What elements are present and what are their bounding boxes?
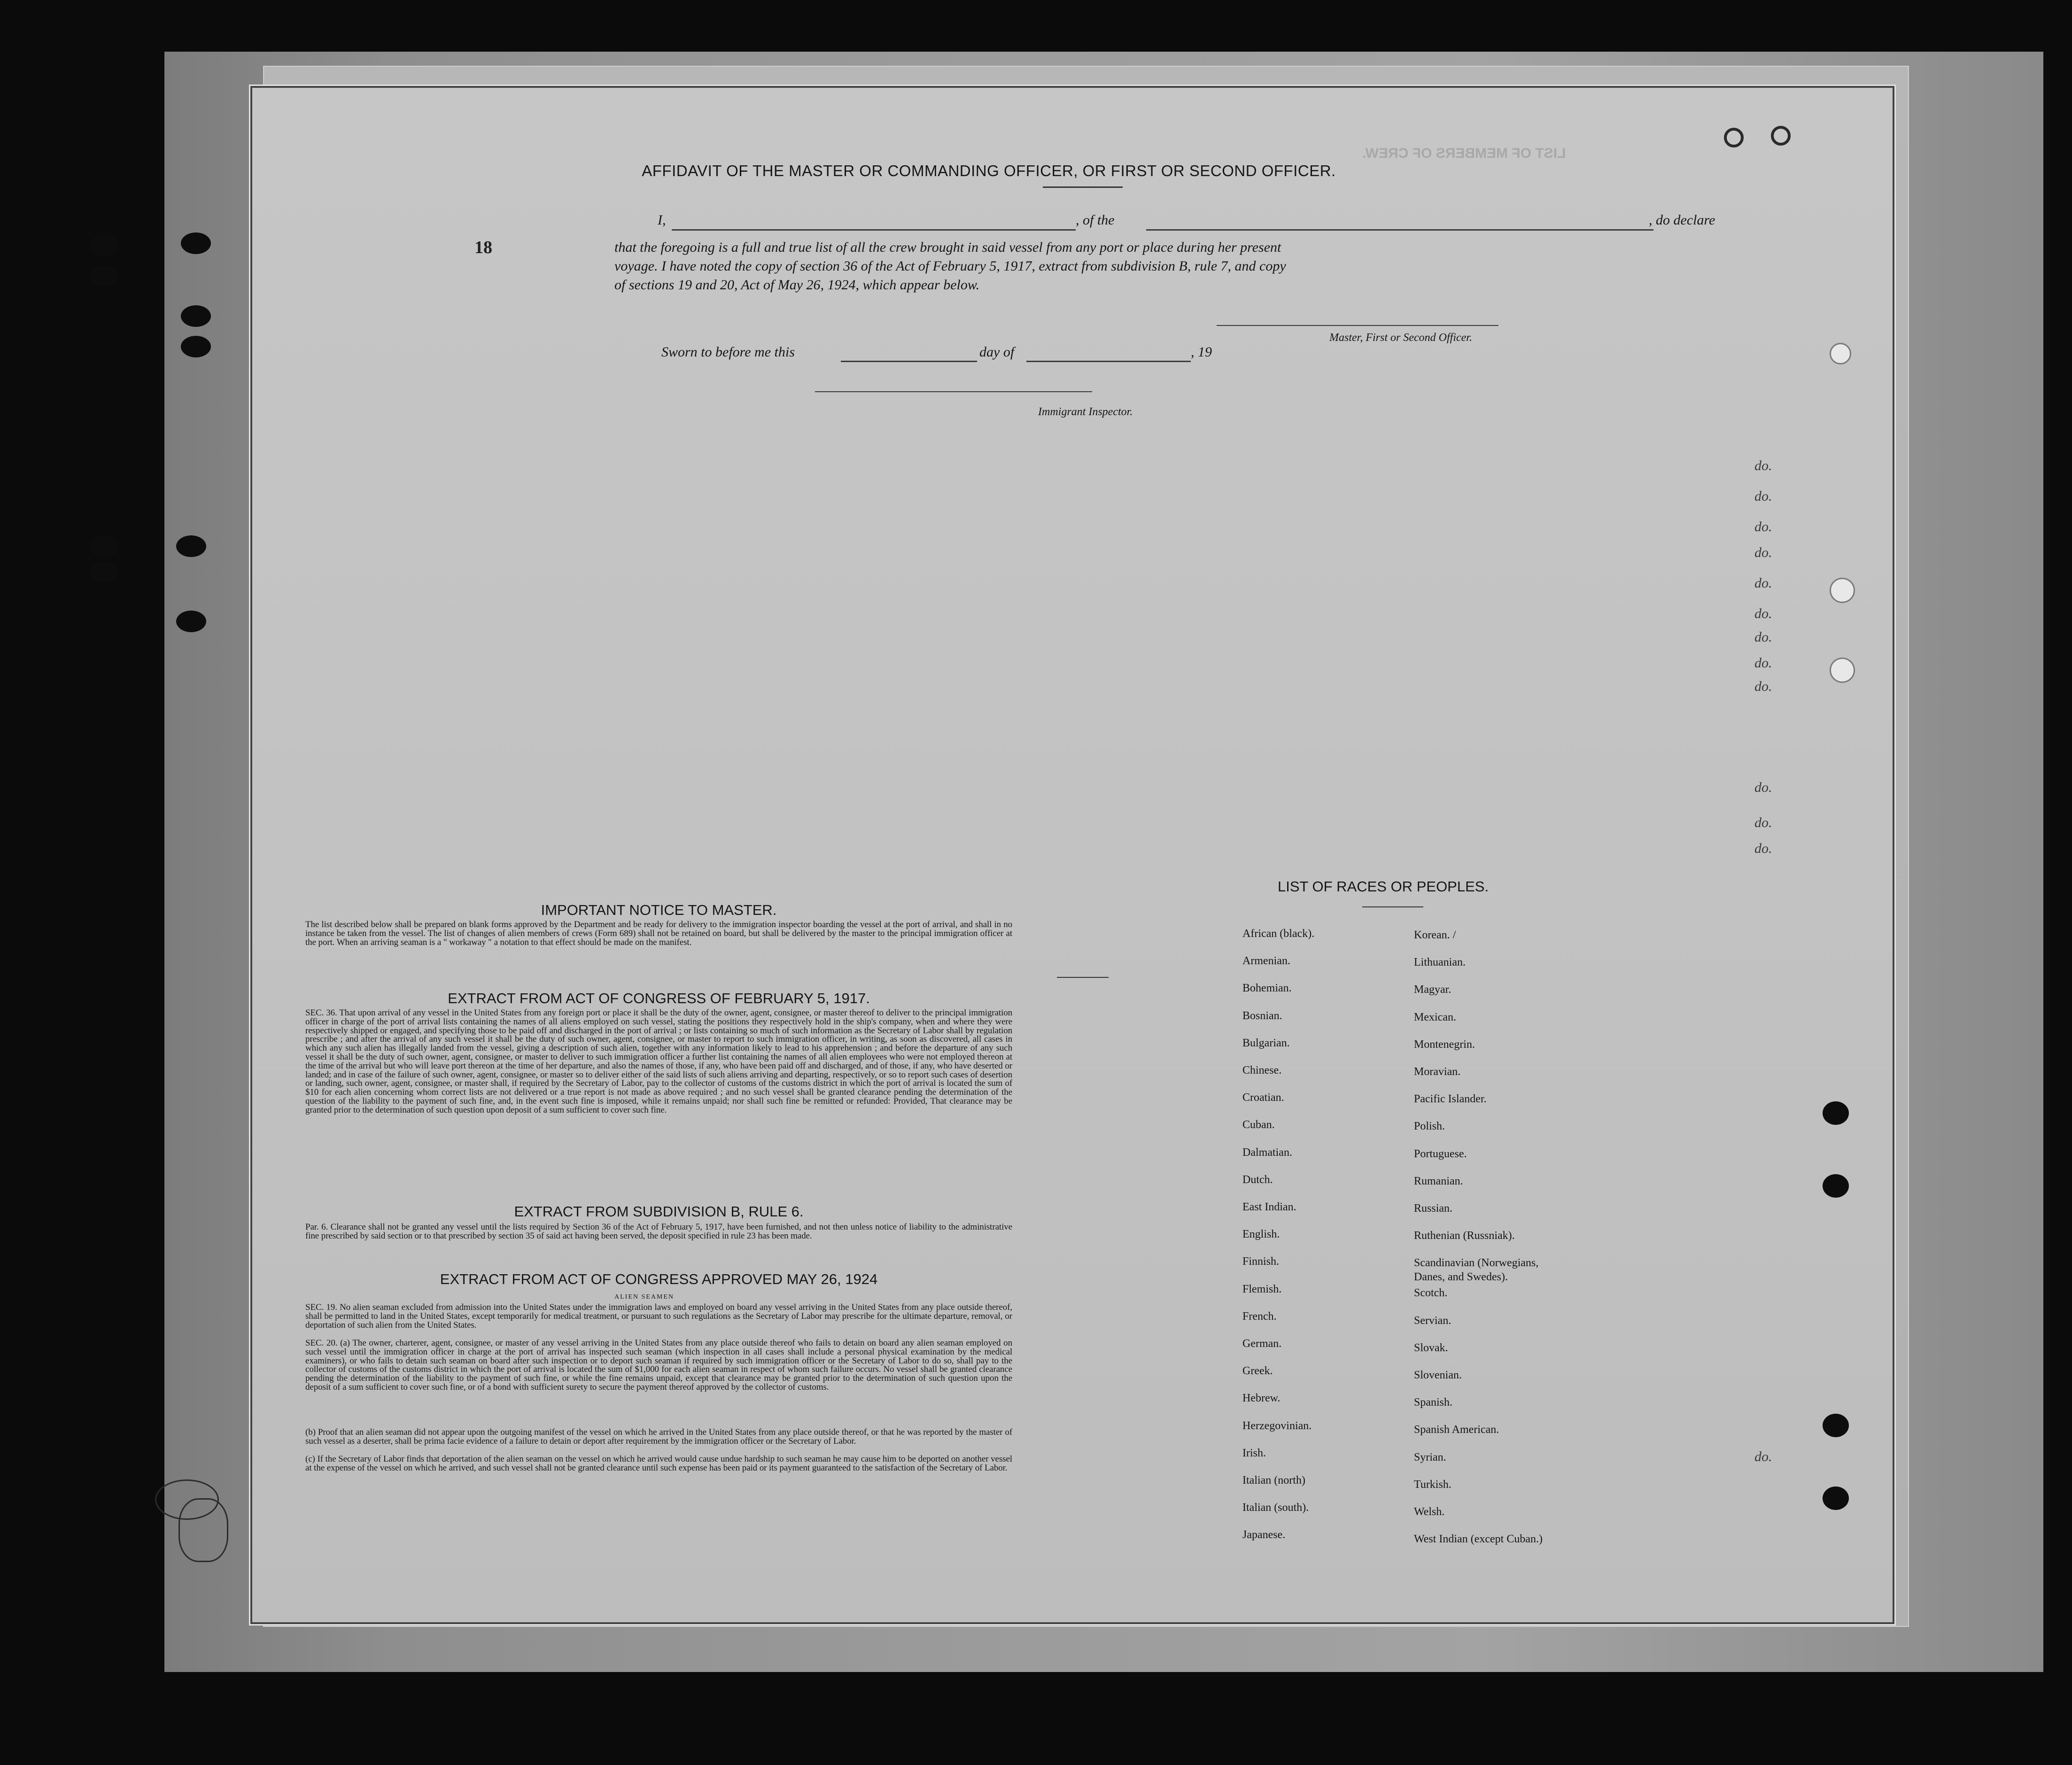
race-entry: Spanish American. [1414,1424,1499,1436]
margin-stub: do. [1754,780,1772,795]
race-entry: Bohemian. [1242,982,1292,995]
race-entry: Syrian. [1414,1451,1446,1463]
affidavit-body-line: that the foregoing is a full and true list of all the crew brought in said vessel from any port or place during her present [614,240,1281,255]
master-signature-label: Master, First or Second Officer. [1329,332,1472,344]
hole-reinforcement [1830,658,1855,683]
rule-6-body: Par. 6. Clearance shall not be granted any vessel until the lists required by Section 36 of the Act of February 5, 1917, have been furnished, and not then unless notice of liability to the administrative fine prescribed by said section or to that prescribed by section 35 of said act having been served, the deposit specified in rule 23 has been made. [305,1222,1012,1241]
extract-1917-heading: EXTRACT FROM ACT OF CONGRESS OF FEBRUARY 5, 1917. [448,990,870,1006]
extract-1924-heading: EXTRACT FROM ACT OF CONGRESS APPROVED MAY 26, 1924 [440,1271,878,1287]
race-entry: Bulgarian. [1242,1037,1290,1049]
margin-stub: do. [1754,575,1772,591]
race-entry: Servian. [1414,1314,1451,1327]
race-entry: Finnish. [1242,1255,1280,1268]
year-label: , 19 [1191,344,1212,360]
affidavit-do-declare: , do declare [1649,212,1715,228]
margin-stub: do. [1754,841,1772,856]
race-entry: Polish. [1414,1120,1445,1133]
race-entry: Italian (south). [1242,1502,1309,1514]
race-entry: Bosnian. [1242,1009,1282,1022]
race-entry: Herzegovinian. [1242,1419,1312,1432]
sec-20b-body: (b) Proof that an alien seaman did not appear upon the outgoing manifest of the vessel on which he arrived in the United States from any place outside thereof, or that he was reported by the master of such vessel as a deserter, shall be prima facie evidence of a failure to detain or deport after requirement by the immigration officer or the Secretary of Labor. [305,1427,1012,1446]
sworn-month-line [1026,361,1191,362]
race-entry: French. [1242,1310,1277,1323]
binder-hole [89,265,119,287]
binder-hole [89,235,119,256]
race-entry: Welsh. [1414,1506,1445,1518]
race-entry: Russian. [1414,1202,1453,1215]
races-heading: LIST OF RACES OR PEOPLES. [1278,878,1489,895]
name-blank-line [672,229,1076,231]
race-entry: Cuban. [1242,1119,1275,1131]
margin-stub: do. [1754,655,1772,671]
race-entry: Lithuanian. [1414,956,1466,969]
hole-reinforcement [1830,343,1851,364]
race-entry: African (black). [1242,928,1315,940]
binder-hole [1823,1486,1849,1510]
inspector-signature-label: Immigrant Inspector. [1038,406,1133,418]
binder-hole [181,305,211,327]
race-entry: Magyar. [1414,983,1451,996]
binder-hole [89,535,119,557]
affidavit-body-line: voyage. I have noted the copy of section 36 of the Act of February 5, 1917, extract from subdivision B, rule 7, and copy [614,258,1286,274]
day-of-label: day of [979,344,1015,360]
sec-20a-body: SEC. 20. (a) The owner, charterer, agent, consignee, or master of any vessel arriving in the United States from any place outside thereof who fails to detain on board any alien seaman employed on such vessel until the immigration officer in charge at the port of arrival has inspected such seaman (which inspection in all cases shall include a personal physical examination by the medical examiners), or who fails to detain such seaman on board after such inspection or to deport such seaman if required by such immigration officer or the Secretary of Labor to do so, shall pay to the collector of customs of the customs district in which the port of arrival is located the sum of $1,000 for each alien seaman in respect of whom such failure occurs. No vessel shall be granted clearance pending the determination of the liability to the payment of such fine, or while the fine remains unpaid, except that clearance may be granted prior to the determination of such question upon the deposit of a sum sufficient to cover such fine, or of a bond with sufficient surety to secure the payment thereof approved by the collector of customs. [305,1338,1012,1392]
race-entry: Scotch. [1414,1287,1448,1300]
affidavit-i-label: I, [658,212,666,228]
sec-20c-body: (c) If the Secretary of Labor finds that deportation of the alien seaman on the vessel on which he arrived would cause undue hardship to such seaman he may cause him to be deported on another vessel at the expense of the vessel on which he arrived, and such vessel shall not be granted clearance until such expense has been paid or its payment guaranteed to the satisfaction of the Secretary of Labor. [305,1454,1012,1473]
race-entry: Slovenian. [1414,1369,1462,1381]
margin-stub: do. [1754,679,1772,694]
master-signature-line [1217,325,1498,326]
binder-hole [1823,1414,1849,1437]
notice-body: The list described below shall be prepared on blank forms approved by the Department and be ready for delivery to the immigration inspector boarding the vessel at the port of arrival, and shall in no instance be taken from the vessel. The list of changes of alien members of crews (Form 689) shall not be retained on board, but shall be delivered by the master to the principal immigration officer at the port. When an arriving seaman is a " workaway " a notation to that effect should be made on the manifest. [305,920,1012,947]
bleed-through-title: LIST OF MEMBERS OF CREW. [1362,146,1566,161]
race-entry: Japanese. [1242,1529,1286,1541]
binder-hole [89,561,119,583]
race-entry: Scandinavian (Norwegians, [1414,1257,1539,1270]
inspector-signature-line [815,391,1092,392]
margin-stub: do. [1754,606,1772,621]
margin-stub: do. [1754,458,1772,473]
notice-heading: IMPORTANT NOTICE TO MASTER. [541,902,777,918]
binder-hole [181,336,211,357]
margin-stub: do. [1754,629,1772,645]
race-entry: Spanish. [1414,1396,1453,1409]
sworn-day-line [841,361,977,362]
heading-rule [1043,186,1123,188]
alien-seamen-subheading: ALIEN SEAMEN [614,1293,675,1301]
corner-ring [1724,128,1744,147]
affidavit-body-line: of sections 19 and 20, Act of May 26, 1924, which appear below. [614,277,980,293]
race-entry: East Indian. [1242,1201,1296,1213]
vessel-blank-line [1146,229,1653,231]
extract-1917-body: SEC. 36. That upon arrival of any vessel in the United States from any foreign port or place it shall be the duty of the owner, agent, consignee, or master thereof to deliver to the principal immigration officer in charge of the port of arrival lists containing the names of all aliens employed on such vessel, stating the positions they respectively hold in the ship's company, when and where they were respectively shipped or engaged, and specifying those to be paid off and discharged in the port of arrival ; or lists containing so much of such information as the Secretary of Labor shall by regulation prescribe ; and after the arrival of any such vessel it shall be the duty of such owner, agent, consignee, or master to report to such immigration officer, in writing, as soon as discovered, all cases in which any such alien has illegally landed from the vessel, giving a description of such alien, together with any information likely to lead to his apprehension ; and before the departure of any such vessel it shall be the duty of such owner, agent, consignee, or master to deliver to such immigration officer a further list containing the names of all alien employees who were not employed thereon at the time of the arrival but who will leave port thereon at the time of her departure, and also the names of those, if any, who have been paid off and discharged, and of those, if any, who have deserted or landed; and in case of the failure of such owner, agent, consignee, or master so to deliver either of the said lists of such aliens arriving and departing, respectively, or so to report such cases of desertion or landing, such owner, agent, consignee, or master shall, if required by the Secretary of Labor, pay to the collector of customs of the customs district in which the port of arrival is located the sum of $10 for each alien concerning whom correct lists are not delivered or a true report is not made as above required ; and no such vessel shall be granted clearance pending the determination of the question of the liability to the payment of such fine, and, in the event such fine is imposed, while it remains unpaid; nor shall such fine be remitted or refunded: Provided, That clearance may be granted prior to the determination of such question upon deposit of a sum sufficient to cover such fine. [305,1008,1012,1115]
section-rule [1057,977,1109,978]
race-entry: Slovak. [1414,1341,1448,1354]
race-entry: Ruthenian (Russniak). [1414,1230,1515,1242]
race-entry: Flemish. [1242,1283,1282,1295]
race-entry: German. [1242,1338,1282,1350]
race-entry: Turkish. [1414,1478,1451,1491]
affidavit-of-the: , of the [1076,212,1115,228]
race-entry: Mexican. [1414,1011,1456,1023]
margin-stub: do. [1754,815,1772,830]
binder-hole [181,232,211,254]
binder-hole [176,611,206,632]
race-entry: Pacific Islander. [1414,1093,1487,1106]
binder-hole [1823,1101,1849,1125]
race-entry: Greek. [1242,1365,1273,1378]
race-entry: Chinese. [1242,1064,1282,1076]
hole-reinforcement [1830,578,1855,603]
corner-ring [1771,126,1791,146]
race-entry: Dutch. [1242,1173,1273,1186]
race-entry: Moravian. [1414,1066,1461,1078]
rule-6-heading: EXTRACT FROM SUBDIVISION B, RULE 6. [514,1203,804,1220]
race-entry: West Indian (except Cuban.) [1414,1533,1543,1546]
race-entry: Irish. [1242,1447,1266,1459]
margin-stub: do. [1754,519,1772,534]
sec-19-body: SEC. 19. No alien seaman excluded from admission into the United States under the immigration laws and employed on board any vessel arriving in the United States from any place outside thereof, shall be permitted to land in the United States, except temporarily for medical treatment, or pursuant to such regulations as the Secretary of Labor may prescribe for the ultimate departure, removal, or deportation of such alien from the United States. [305,1302,1012,1330]
race-entry: Rumanian. [1414,1175,1463,1187]
affidavit-heading: AFFIDAVIT OF THE MASTER OR COMMANDING OFFICER, OR FIRST OR SECOND OFFICER. [642,162,1336,179]
race-entry: English. [1242,1228,1280,1241]
race-entry: Portuguese. [1414,1147,1467,1160]
race-entry: Italian (north) [1242,1474,1305,1486]
margin-stub: do. [1754,545,1772,560]
race-entry: Hebrew. [1242,1392,1280,1405]
document-page [249,85,1896,1626]
page-number-stamp: 18 [474,238,492,257]
race-entry: Montenegrin. [1414,1038,1475,1051]
race-entry: Korean. / [1414,929,1456,941]
binder-hole [1823,1174,1849,1198]
margin-stub: do. [1754,1449,1772,1464]
margin-stub: do. [1754,488,1772,504]
race-entry: Armenian. [1242,955,1290,968]
binding-string [178,1498,228,1562]
race-entry: Danes, and Swedes). [1414,1271,1508,1284]
sworn-label: Sworn to before me this [661,344,795,360]
binder-hole [176,535,206,557]
race-entry: Croatian. [1242,1092,1284,1104]
races-rule [1362,906,1423,907]
race-entry: Dalmatian. [1242,1146,1292,1159]
